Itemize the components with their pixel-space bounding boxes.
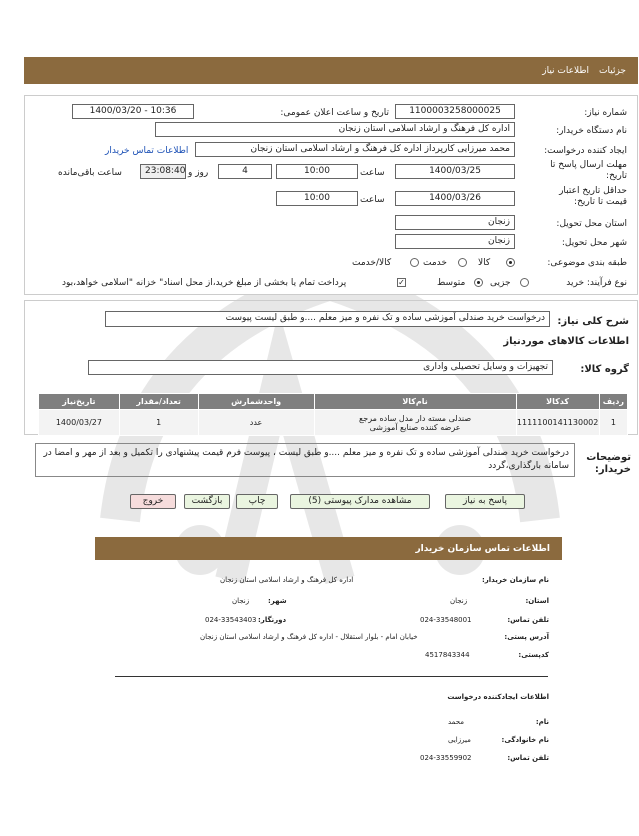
deadline-label: مهلت ارسال پاسخ تا تاریخ: xyxy=(550,160,627,181)
contact-province-label: استان: xyxy=(525,597,549,605)
buyer-desc-label-2: خریدار: xyxy=(594,464,631,475)
contact-city-label: شهر: xyxy=(268,597,287,605)
buyer-contact-link[interactable]: اطلاعات تماس خریدار xyxy=(105,146,189,156)
category-label: طبقه بندی موضوعی: xyxy=(547,258,627,268)
contact-phone-label: تلفن تماس: xyxy=(507,616,549,624)
contact-city-value: زنجان xyxy=(232,597,250,605)
creator-field: محمد میرزایی کارپرداز اداره کل فرهنگ و ارشاد اسلامی استان زنجان xyxy=(195,142,515,157)
header-details-link[interactable]: جزئیات xyxy=(599,65,626,76)
contact-divider xyxy=(115,676,548,677)
buyer-desc-field: درخواست خرید صندلی آموزشی ساده و تک نفره و میز معلم ....و طبق لیست ، پیوست فرم قیمت پیشنهادی را تکمیل و بعد از مهر و امضا در سامانه بارگذاری،گردد xyxy=(35,443,575,477)
process-partial-label: جزیی xyxy=(490,278,511,288)
process-medium-radio[interactable] xyxy=(474,278,483,287)
validity-label: حداقل تاریخ اعتبار قیمت تا تاریخ: xyxy=(559,186,627,207)
postal-label: کدپستی: xyxy=(518,651,549,659)
address-label: آدرس پستی: xyxy=(504,633,549,641)
header-need-info-link[interactable]: اطلاعات نیاز xyxy=(542,65,590,76)
need-number-label: شماره نیاز: xyxy=(584,108,627,118)
creator-name-label: نام: xyxy=(535,718,549,726)
need-number-field: 1100003258000025 xyxy=(395,104,515,119)
print-button[interactable]: چاپ xyxy=(236,494,278,509)
creator-info-title: اطلاعات ایجادکننده درخواست xyxy=(447,693,549,701)
col-name: نام‌کالا xyxy=(314,394,516,410)
payment-checkbox[interactable]: ✓ xyxy=(398,278,405,287)
deadline-time-label: ساعت xyxy=(360,168,385,178)
category-service-radio[interactable] xyxy=(458,258,467,267)
process-medium-label: متوسط xyxy=(437,278,466,288)
days-field: 4 xyxy=(218,164,272,179)
process-partial-radio[interactable] xyxy=(520,278,529,287)
table-row xyxy=(39,410,628,436)
category-goods-label: کالا xyxy=(478,258,491,268)
cell-row: 1 xyxy=(599,410,627,436)
org-value: اداره کل فرهنگ و ارشاد اسلامی استان زنجان xyxy=(220,576,354,584)
province-field: زنجان xyxy=(395,215,515,230)
contact-province-value: زنجان xyxy=(450,597,468,605)
validity-date-field: 1400/03/26 xyxy=(395,191,515,206)
goods-table xyxy=(38,393,628,436)
buyer-field: اداره کل فرهنگ و ارشاد اسلامی استان زنجان xyxy=(155,122,515,137)
goods-info-title: اطلاعات کالاهای موردنیاز xyxy=(503,336,629,347)
attachments-button[interactable]: مشاهده مدارک پیوستی (5) xyxy=(290,494,430,509)
remaining-time-field: 23:08:40 xyxy=(140,164,186,179)
address-value: خیابان امام - بلوار استقلال - اداره کل فرهنگ و ارشاد اسلامی استان زنجان xyxy=(200,633,418,641)
org-label: نام سازمان خریدار: xyxy=(481,576,549,584)
cell-name-line2: عرضه کننده صنایع آموزشی xyxy=(369,422,461,432)
category-both-radio[interactable] xyxy=(410,258,419,267)
contact-fax-value: 024-33543403 xyxy=(205,616,257,624)
page-header xyxy=(24,57,638,84)
process-label: نوع فرآیند: خرید xyxy=(566,278,627,288)
col-row: ردیف xyxy=(599,394,627,410)
cell-name-line1: صندلی مسته دار مدل ساده مرجع xyxy=(359,413,472,423)
city-label: شهر محل تحویل: xyxy=(561,238,627,248)
cell-code: 1111100141130002 xyxy=(516,410,599,436)
cell-unit: عدد xyxy=(198,410,314,436)
payment-note: پرداخت تمام یا بخشی از مبلغ خرید،از محل اسناد" خزانه "اسلامی خواهد،بود xyxy=(62,278,347,288)
creator-phone-value: 024-33559902 xyxy=(420,754,472,762)
deadline-time-field: 10:00 xyxy=(276,164,358,179)
creator-name-value: محمد xyxy=(448,718,464,726)
cell-name xyxy=(314,410,516,436)
announce-date-field: 1400/03/20 - 10:36 xyxy=(72,104,194,119)
creator-label: ایجاد کننده درخواست: xyxy=(544,146,627,156)
category-both-label: کالا/خدمت xyxy=(352,258,392,268)
goods-group-field: تجهیزات و وسایل تحصیلی واداری xyxy=(88,360,553,375)
announce-label: تاریخ و ساعت اعلان عمومی: xyxy=(280,108,389,118)
category-goods-radio[interactable] xyxy=(506,258,515,267)
contact-header: اطلاعات تماس سازمان خریدار xyxy=(95,537,562,560)
goods-group-label: گروه کالا: xyxy=(580,364,629,375)
col-code: کدکالا xyxy=(516,394,599,410)
general-desc-label: شرح کلی نیاز: xyxy=(557,316,629,327)
creator-phone-label: تلفن تماس: xyxy=(507,754,549,762)
creator-family-label: نام خانوادگی: xyxy=(501,736,549,744)
cell-qty: 1 xyxy=(119,410,198,436)
remaining-label: ساعت باقی‌مانده xyxy=(58,168,122,178)
postal-value: 4517843344 xyxy=(425,651,470,659)
general-desc-field: درخواست خرید صندلی آموزشی ساده و تک نفره و میز معلم ....و طبق لیست پیوست xyxy=(105,311,550,327)
category-service-label: خدمت xyxy=(423,258,447,268)
cell-date: 1400/03/27 xyxy=(39,410,120,436)
col-date: تاریخ‌نیاز xyxy=(39,394,120,410)
buyer-desc-label-1: توضیحات xyxy=(586,452,631,463)
city-field: زنجان xyxy=(395,234,515,249)
province-label: استان محل تحویل: xyxy=(556,219,627,229)
exit-button[interactable]: خروج xyxy=(130,494,176,509)
contact-phone-value: 024-33548001 xyxy=(420,616,472,624)
contact-fax-label: دورنگار: xyxy=(258,616,287,624)
reply-button[interactable]: پاسخ به نیاز xyxy=(445,494,525,509)
col-qty: تعداد/مقدار xyxy=(119,394,198,410)
buyer-label: نام دستگاه خریدار: xyxy=(556,126,627,136)
validity-time-label: ساعت xyxy=(360,195,385,205)
validity-time-field: 10:00 xyxy=(276,191,358,206)
back-button[interactable]: بازگشت xyxy=(184,494,230,509)
col-unit: واحدشمارش xyxy=(198,394,314,410)
creator-family-value: میرزایی xyxy=(448,736,471,744)
deadline-date-field: 1400/03/25 xyxy=(395,164,515,179)
days-label: روز و xyxy=(188,168,209,178)
